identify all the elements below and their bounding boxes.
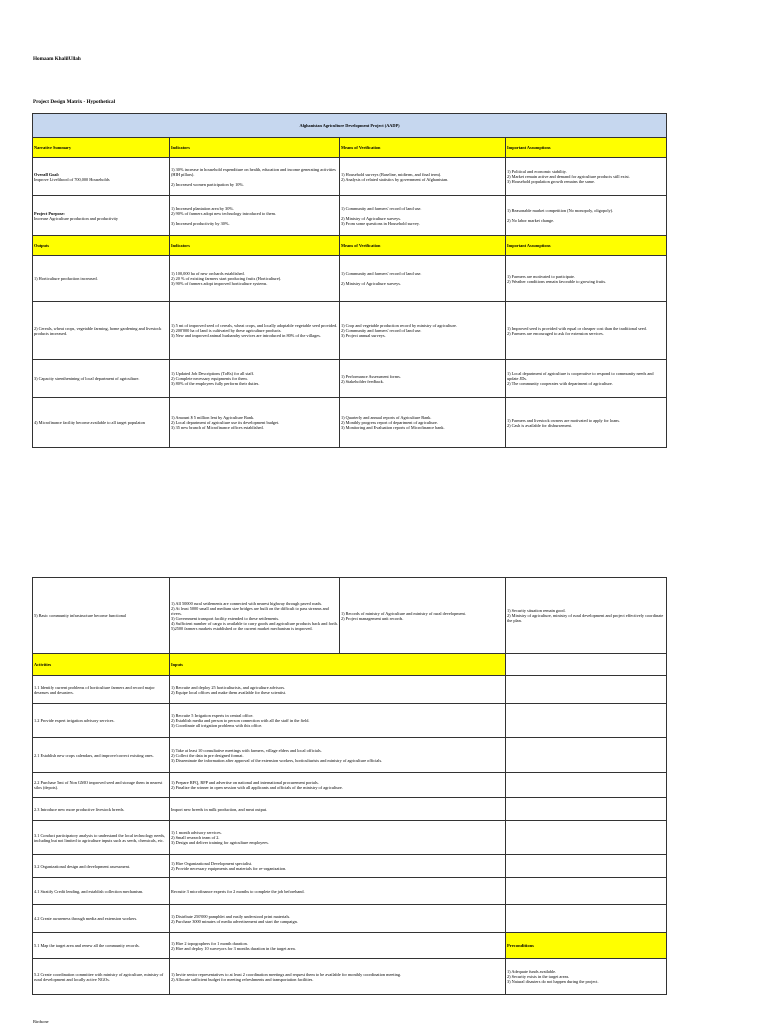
activity-inputs: 1) 1 month advisory services. 2) Small research team of 2. 3) Design and deliver training for agriculture employees. (171, 830, 269, 845)
activity-inputs: 1) Invite senior representatives to at least 2 coordination meetings and request them to be available for monthly coordination meeting. 2) Allocate sufficient budget for meeting refreshments and transportation facilities. (171, 971, 402, 982)
output-verification: 1) Crop and vegetable production record by ministry of agriculture. 2) Community and farmers' record of land use. 3) Project annual surveys. (341, 323, 457, 338)
purpose-verification: 1) Community and farmers' record of land use. 2) Ministry of Agriculture surveys. 3) From some questions in Household survey. (341, 205, 422, 226)
activity-text: 1.2 Provide expert irrigation advisory services. (34, 718, 115, 723)
activity-text: 3.1 Conduct participatory analysis to understand the local technology needs, including but not limited to agriculture inputs such as seeds, chemicals, etc. (34, 832, 166, 843)
pdm-table-page1 (32, 113, 667, 448)
activity-inputs: 1) Prepare RFQ, RFP and advertise on national and international procurement portals. 2) Finalize the winner in open session with all applicants and officials of the ministry of agriculture. (171, 780, 343, 790)
header-row-3 (33, 654, 667, 676)
output-assumptions: 1) Local department of agriculture is cooperative to respond to community needs and update JDs. 2) The community cooperates with department of agriculture. (507, 371, 654, 386)
output-row (33, 256, 667, 302)
output-verification: 1) Quarterly and annual reports of Agriculture Bank. 2) Monthly progress report of department of agriculture. 3) Monitoring and Evaluation reports of Microfinance bank. (341, 415, 445, 430)
output-indicators: 1) 100,000 ha of new orchards established. 2) 20 % of existing farmers start producing fruits (Horticulture). 3) 90% of farmers adopt improved horticulture systems. (171, 271, 282, 286)
pdm-table-page2 (32, 577, 667, 995)
header-preconditions: Preconditions (506, 933, 667, 959)
output-assumptions: 1) Farmers are motivated to participate. 2) Weather conditions remain favorable to growing fruits. (507, 273, 607, 284)
header-means-of-verification: Means of Verification (340, 138, 506, 158)
activity-text: 1.1 Identify current problems of horticulture farmers and record major deseases and desasters. (34, 684, 155, 695)
activity-inputs: 1) Hire 2 topographers for 1 month duration. 2) Hire and deploy 10 surveyors for 3 months duration in the target area. (171, 940, 296, 951)
header-row-2 (33, 236, 667, 256)
header-row-1 (33, 138, 667, 158)
purpose-label: Project Purpose: (34, 210, 65, 216)
header-indicators-2: Indicators (170, 236, 340, 256)
activity-text: 3.2 Organizational design and development assessment. (34, 863, 130, 869)
activity-text: 2.3 Introduce new more productive livestock breeds. (34, 806, 125, 812)
output-verification: 1) Records of ministry of Agriculture and ministry of rural development. 2) Project management unit records. (341, 610, 466, 621)
output-verification: 1) Community and farmers' record of land use. 2) Ministry of Agriculture surveys. (341, 271, 422, 286)
output-row (33, 360, 667, 398)
header-narrative-summary: Narrative Summary (33, 138, 170, 158)
activity-inputs: 1) Distribute 250'000 pamphlet and easily understood print materials. 2) Purchase 3000 minutes of media advertisement and start the campaign. (171, 913, 298, 924)
activity-row (33, 676, 667, 704)
activity-text: 4.2 Create awareness through media and extension workers. (34, 916, 138, 921)
output-summary: 1) Horticulture production increased. (34, 276, 98, 281)
output-verification: 1) Performance Assessment forms. 2) Stakeholder feedback. (341, 373, 401, 384)
activity-row (33, 704, 667, 738)
activity-row (33, 905, 667, 933)
output-row (33, 398, 667, 448)
author-name: Homaam KhalilUllah (33, 56, 81, 62)
purpose-assumptions: 1) Reasonable market competition (No monopoly, oligopoly). 2) No labor market change. (507, 208, 614, 223)
activity-text: 2.2 Purchase 5mt of Non GMO improved seed and storage them in nearest silos (depots). (34, 780, 163, 790)
goal-indicators: 1) 30% increase in household expenditure on health, education and income generating activities (HIH pillars). 2) Increased women participation by 10%. (171, 166, 336, 187)
output-summary: 4) Microfinance facility become available to all target populaton (34, 420, 145, 425)
output-indicators: 1) Updated Job Descriptions (ToRs) for all staff. 2) Complete necessary equipments for them. 3) 80% of the employees fully perform their duties. (171, 371, 260, 386)
header-activities: Activities (33, 654, 170, 676)
activity-inputs: 1) Recruite 5 Irrigation experts in central office. 2) Establish media and person to person connection with all the staff in the field. 3) Coordinate all irrigation problems with this office. (171, 713, 310, 728)
purpose-text: Increase Agriculture production and productivity (34, 215, 119, 221)
page-subtitle: Project Design Matrix - Hypothetical (33, 99, 116, 105)
header-inputs: Inputs (170, 654, 506, 676)
activity-row (33, 878, 667, 905)
activity-row (33, 773, 667, 798)
goal-text: Improve Livelihood of 700,000 Households (34, 176, 110, 182)
goal-row (33, 158, 667, 196)
output-row-5 (33, 578, 667, 654)
output-assumptions: 1) Security situation remain good. 2) Ministry of agriculture, ministry of rural development and project effectively coordinate the plan. (507, 608, 664, 623)
output-summary: 2) Cereals, wheat crops, vegetable farming, home gardening and livestock products increased. (34, 325, 162, 336)
activity-inputs: 1) Hire Organizational Development specialist. 2) Provide necessary equipments and materials for re-organization. (171, 861, 287, 871)
activity-row (33, 798, 667, 821)
purpose-indicators: 1) Increased plantation area by 30%. 2) 90% of farmers adopt new technology introduced to them. 3) Increased productivity by 30%. (171, 205, 277, 226)
activity-row (33, 821, 667, 855)
activity-inputs: 1) Recruite and deploy 25 horticulturists, and agriculture advisors. 2) Equipe local offices and make them available for these scientist. (171, 684, 287, 695)
header-indicators: Indicators (170, 138, 340, 158)
preconditions-text: 1) Adequate funds available. 2) Security exists in the target areas. 3) Natural disasters do not happen during the project. (507, 969, 599, 984)
activity-row (33, 933, 667, 959)
project-title: Afghanistan Agriculture Development Project (AADP) (33, 114, 667, 138)
output-row (33, 302, 667, 360)
purpose-row (33, 196, 667, 236)
footer-text-fragment: Birdsone (33, 1019, 49, 1024)
activity-row (33, 738, 667, 773)
header-means-of-verification-2: Means of Verification (340, 236, 506, 256)
output-summary: 3) Capacity strenthenining of local department of agriculture. (34, 376, 140, 381)
output-indicators: 1) 5 mt of improved seed of cereals, wheat crops, and locally adoptable vegetable seed provided. 2) 200'000 ha of land is cultivated by these agriculture products. 3) New and improved animal husbandry services are introduced in 80% of the villages. (171, 323, 338, 338)
output-indicators: 1) Amount $ 5 million lent by Agriculture Bank. 2) Local department of agriculture use its development budget. 3) 35 new branch of Microfinance offices established. (171, 415, 280, 430)
activity-text: 5.2 Create coordination committee with ministry of agriculture, ministry of rural development and locally active NGOs. (34, 971, 164, 982)
activity-row (33, 855, 667, 878)
activity-text: 4.1 Stratify Credit lending, and establish collection mechanism. (34, 888, 144, 894)
header-outputs: Outputs (33, 236, 170, 256)
activity-text: 5.1 Map the target area and renew all the community records. (34, 943, 140, 948)
goal-verification: 1) Household surveys (Baseline, midterm, and final term). 2) Analysis of related statistics by government of Afghanistan. (341, 171, 449, 182)
output-assumptions: 1) Farmers and livestock owners are motivated to apply for loans. 2) Cash is available for disbursement. (507, 417, 621, 428)
activity-inputs: Import new breeds in milk production, and meat output. (171, 806, 268, 812)
activity-text: 2.1 Establish new crops calendars, and improve/correct existing ones. (34, 752, 154, 758)
activity-inputs: Recruite 3 microfinance experts for 2 months to complete the job beforehand. (171, 888, 305, 894)
output-summary: 5) Basic community infrastructure become functional (34, 613, 126, 618)
header-important-assumptions-2: Important Assumptions (506, 236, 667, 256)
header-important-assumptions: Important Assumptions (506, 138, 667, 158)
goal-assumptions: 1) Political and economic stability. 2) Market remain active and demand for agriculture products still exist. 3) Household population growth remains the same. (507, 169, 630, 184)
goal-label: Overall Goal: (34, 171, 60, 177)
activity-inputs: 1) Take at least 10 consultative meetings with farmers, village elders and local officials. 2) Collect the data in pre designed format. 3) Disseminate the information after approval of the extension workers, horticulturists and ministry of agriculture officials. (171, 747, 383, 763)
activity-row (33, 959, 667, 995)
output-assumptions: 1) Improved seed is provided with equal or cheaper cost than the traditional seed. 2) Farmers are encouraged to ask for extension services. (507, 325, 647, 336)
output-indicators: 1) All 50000 rural settlements are connected with nearest highway through paved roads. 2) At least 5000 small and medium size bridges are built on the difficult to pass streams and rivers. 3) Government transport facility extended to these settlements. 4) Sufficient number of cargo is available to carry goods and agriculture products back and forth. 5)2500 farmers markets established or the current market mechanism is improved. (171, 600, 338, 631)
